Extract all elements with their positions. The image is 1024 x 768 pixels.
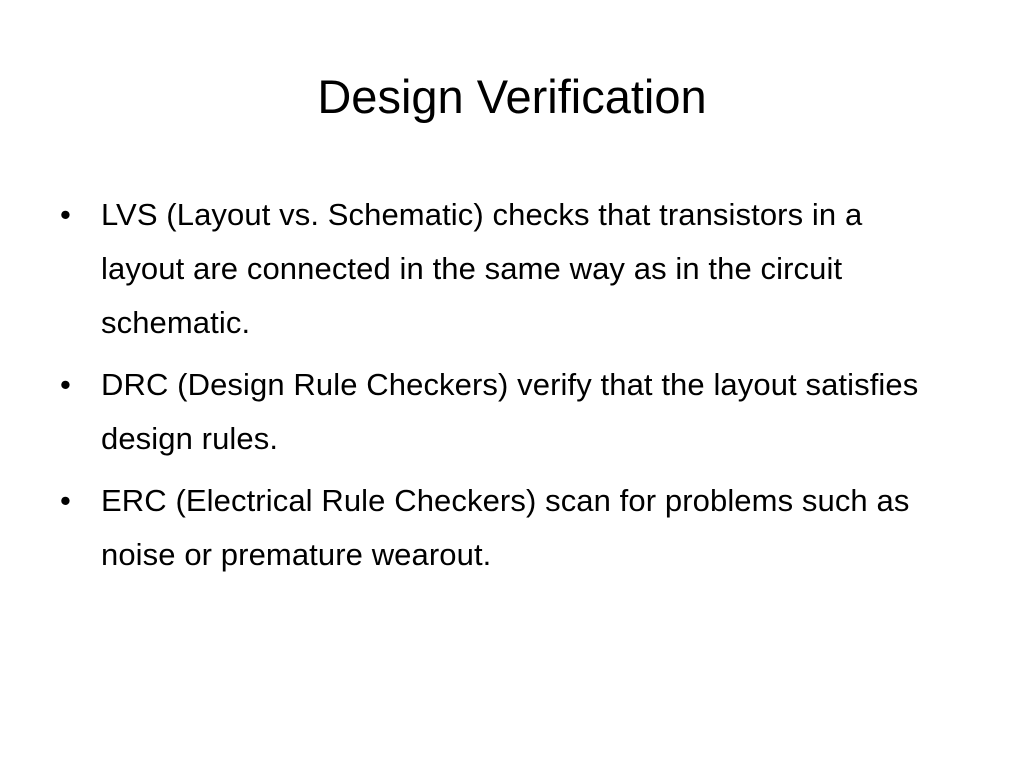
- bullet-list: [60, 188, 940, 590]
- bullet-dot-icon: •: [60, 483, 71, 518]
- bullet-text: DRC (Design Rule Checkers) verify that the layout satisfies design rules.: [101, 367, 919, 456]
- bullet-text: LVS (Layout vs. Schematic) checks that transistors in a layout are connected in the same way as in the circuit schematic.: [101, 197, 863, 340]
- bullet-item-lvs: [60, 188, 940, 350]
- bullet-dot-icon: •: [60, 197, 71, 232]
- bullet-text: ERC (Electrical Rule Checkers) scan for problems such as noise or premature wearout.: [101, 483, 910, 572]
- slide-title: Design Verification: [317, 70, 707, 123]
- bullet-item-erc: [60, 474, 940, 582]
- bullet-dot-icon: •: [60, 367, 71, 402]
- bullet-item-drc: [60, 358, 940, 466]
